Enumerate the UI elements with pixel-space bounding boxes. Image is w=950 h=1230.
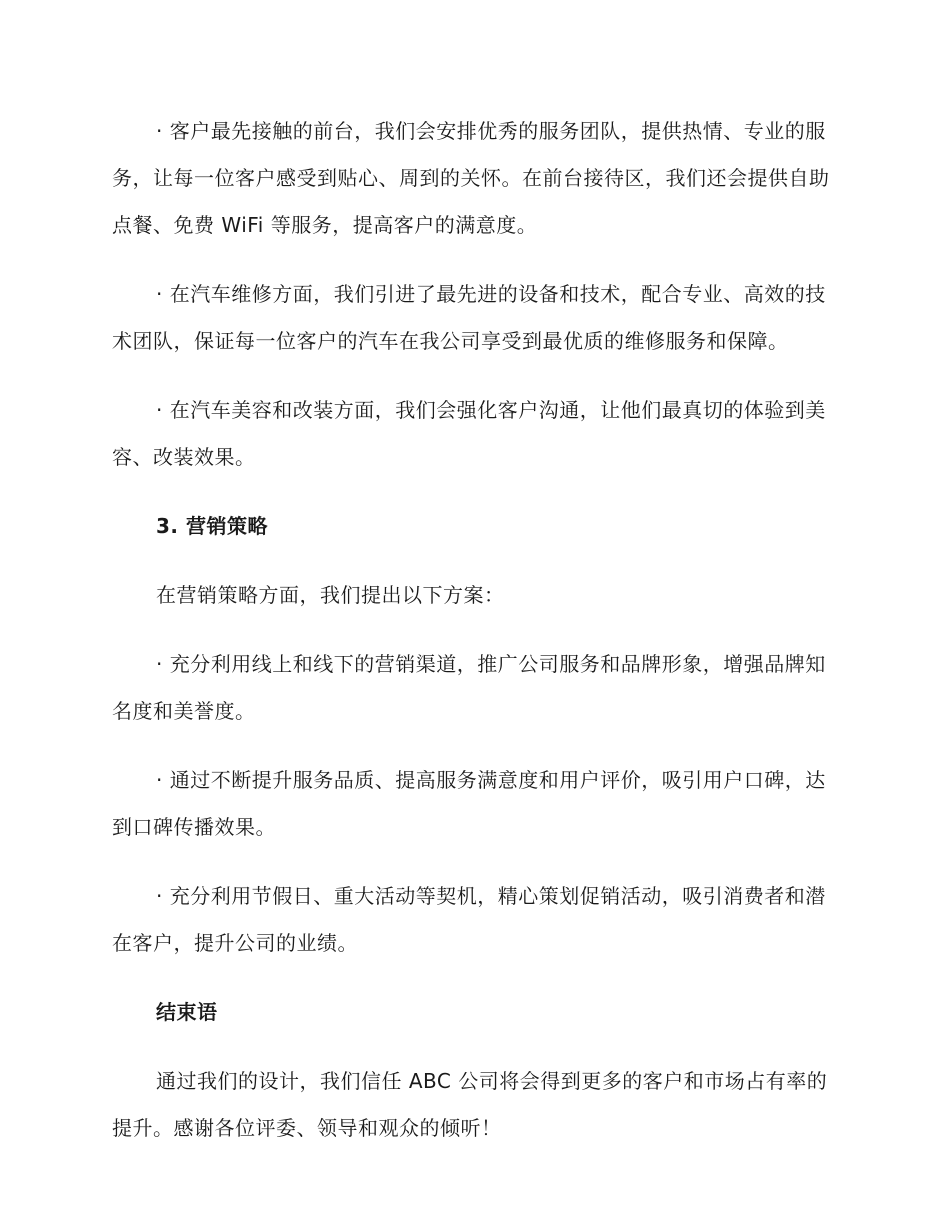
beauty-modification-paragraph: · 在汽车美容和改装方面，我们会强化客户沟通，让他们最真切的体验到美容、改装效果。 (112, 398, 826, 469)
repair-service-paragraph: · 在汽车维修方面，我们引进了最先进的设备和技术，配合专业、高效的技术团队，保证每一位客户的汽车在我公司享受到最优质的维修服务和保障。 (112, 282, 826, 353)
promotions-paragraph: · 充分利用节假日、重大活动等契机，精心策划促销活动，吸引消费者和潜在客户，提升公司的业绩。 (112, 884, 826, 955)
marketing-intro-paragraph: 在营销策略方面，我们提出以下方案： (156, 583, 505, 607)
document-page (112, 108, 834, 1174)
marketing-channels-paragraph: · 充分利用线上和线下的营销渠道，推广公司服务和品牌形象，增强品牌知名度和美誉度。 (112, 652, 826, 723)
conclusion-heading: 结束语 (156, 1000, 218, 1024)
front-desk-service-paragraph: · 客户最先接触的前台，我们会安排优秀的服务团队，提供热情、专业的服务，让每一位客户感受到贴心、周到的关怀。在前台接待区，我们还会提供自助点餐、免费 WiFi 等服务，提高客户的满意度。 (112, 119, 830, 237)
marketing-strategy-heading: 3. 营销策略 (156, 514, 268, 538)
conclusion-paragraph: 通过我们的设计，我们信任 ABC 公司将会得到更多的客户和市场占有率的提升。感谢各位评委、领导和观众的倾听！ (112, 1069, 828, 1140)
word-of-mouth-paragraph: · 通过不断提升服务品质、提高服务满意度和用户评价，吸引用户口碑，达到口碑传播效果。 (112, 768, 826, 839)
